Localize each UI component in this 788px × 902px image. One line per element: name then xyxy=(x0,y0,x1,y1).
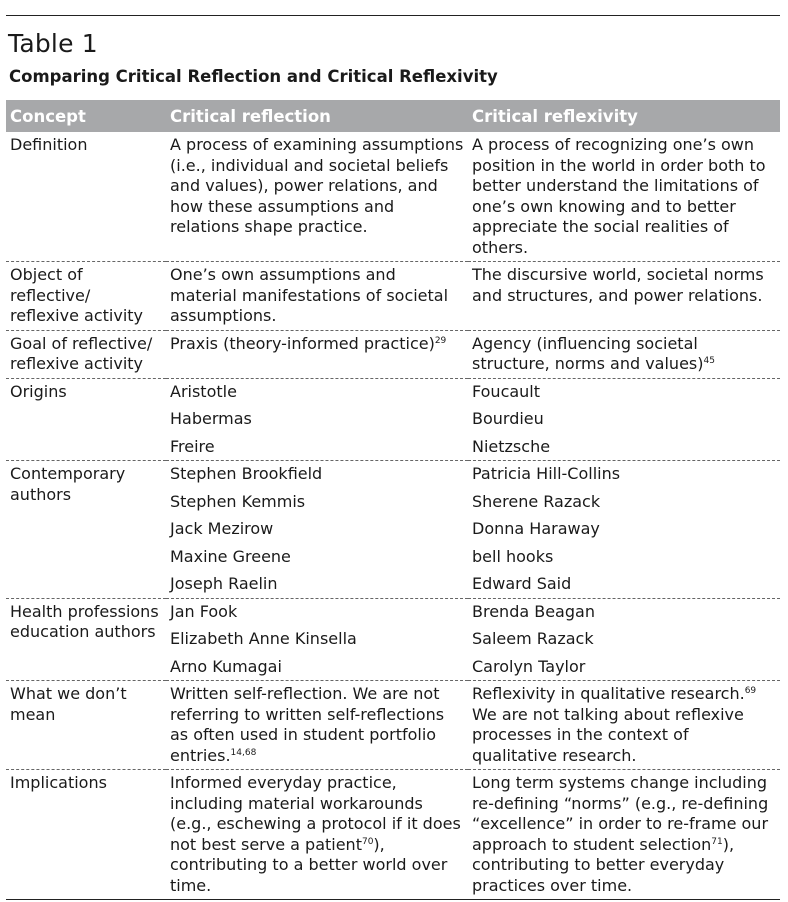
header-critical-reflexivity: Critical reflexivity xyxy=(468,100,780,132)
table-row xyxy=(6,770,780,900)
reflexivity-text: Reflexivity in qualitative research. xyxy=(472,684,745,703)
reflection-text: Written self-reflection. We are not referring to written self-reflections as often used in student portfolio entries. xyxy=(170,684,445,765)
reflexivity-cell xyxy=(468,598,780,681)
reflection-text: Praxis (theory-informed practice) xyxy=(170,333,435,353)
reflexivity-text: ), contributing to better everyday practices over time. xyxy=(472,834,735,895)
reflection-text: Informed everyday practice, including material workarounds (e.g., eschewing a protocol if it does not best serve a patient xyxy=(170,773,461,854)
concept-cell: Implications xyxy=(10,773,107,792)
list-item: Freire xyxy=(170,436,215,456)
list-item: bell hooks xyxy=(472,546,554,566)
concept-cell: Health professions education authors xyxy=(10,601,159,641)
table-row xyxy=(6,598,780,681)
list-item: Joseph Raelin xyxy=(170,574,278,593)
concept-cell: Origins xyxy=(10,381,67,401)
table-row xyxy=(6,132,780,262)
reflexivity-cell xyxy=(468,461,780,599)
reflection-cell xyxy=(166,378,468,461)
list-item: Edward Said xyxy=(472,574,572,593)
citation-ref: 45 xyxy=(703,356,715,366)
table-caption: Comparing Critical Reflection and Critical Reflexivity xyxy=(9,67,498,86)
header-row xyxy=(6,100,780,132)
reflection-cell xyxy=(166,681,468,770)
citation-ref: 14,68 xyxy=(230,747,257,758)
reflexivity-cell xyxy=(468,378,780,461)
list-item: Sherene Razack xyxy=(472,491,601,511)
table-row xyxy=(6,681,780,770)
list-item: Arno Kumagai xyxy=(170,656,282,676)
table-row xyxy=(6,378,780,461)
reflection-cell xyxy=(166,770,468,900)
top-rule xyxy=(6,15,780,16)
list-item: Stephen Kemmis xyxy=(170,491,306,511)
list-item: Aristotle xyxy=(170,381,237,401)
list-item: Nietzsche xyxy=(472,436,551,456)
reflexivity-text: Long term systems change including re-defining “norms” (e.g., re-defining “excellence” in order to re-frame our approach to student selection xyxy=(472,773,769,854)
reflexivity-text: We are not talking about reflexive processes in the context of qualitative research. xyxy=(472,704,744,765)
list-item: Saleem Razack xyxy=(472,629,594,648)
table-row xyxy=(6,461,780,599)
list-item: Jan Fook xyxy=(170,601,238,621)
reflexivity-cell xyxy=(468,681,780,770)
list-item: Jack Mezirow xyxy=(170,519,274,538)
reflection-text: ), contributing to a better world over time. xyxy=(170,834,448,895)
table-row xyxy=(6,262,780,331)
concept-cell: Definition xyxy=(10,135,88,154)
concept-cell: What we don’t mean xyxy=(10,684,127,724)
list-item: Bourdieu xyxy=(472,409,544,428)
list-item: Habermas xyxy=(170,409,252,428)
citation-ref: 29 xyxy=(434,335,447,346)
list-item: Maxine Greene xyxy=(170,546,291,566)
reflexivity-cell xyxy=(468,770,780,900)
reflection-cell xyxy=(166,598,468,681)
table-label: Table 1 xyxy=(8,29,98,58)
list-item: Stephen Brookfield xyxy=(170,464,323,483)
list-item: Foucault xyxy=(472,381,541,401)
list-item: Elizabeth Anne Kinsella xyxy=(170,629,357,648)
header-concept: Concept xyxy=(6,100,166,132)
citation-ref: 71 xyxy=(711,836,723,847)
list-item: Brenda Beagan xyxy=(472,601,595,621)
citation-ref: 69 xyxy=(744,686,757,696)
reflexivity-cell xyxy=(468,330,780,378)
list-item: Carolyn Taylor xyxy=(472,656,586,676)
reflexivity-cell: A process of recognizing one’s own position in the world in order both to better understand the limitations of one’s own knowing and to better appreciate the social realities of others. xyxy=(472,135,766,257)
header-critical-reflection: Critical reflection xyxy=(166,100,468,132)
table-row xyxy=(6,330,780,378)
citation-ref: 70 xyxy=(361,836,374,847)
reflection-cell xyxy=(166,461,468,599)
concept-cell: Object of reflective/ reflexive activity xyxy=(10,265,143,325)
concept-cell: Goal of reflective/ reflexive activity xyxy=(10,333,153,373)
comparison-table xyxy=(6,100,780,900)
reflection-cell: A process of examining assumptions (i.e., individual and societal beliefs and values), power relations, and how these assumptions and relations shape practice. xyxy=(170,135,464,236)
reflexivity-text: Agency (influencing societal structure, norms and values) xyxy=(472,333,704,373)
reflection-cell xyxy=(166,330,468,378)
reflection-cell: One’s own assumptions and material manifestations of societal assumptions. xyxy=(170,265,449,325)
list-item: Patricia Hill-Collins xyxy=(472,464,621,483)
list-item: Donna Haraway xyxy=(472,519,600,538)
concept-cell: Contemporary authors xyxy=(10,464,126,504)
reflexivity-cell: The discursive world, societal norms and structures, and power relations. xyxy=(472,265,764,305)
